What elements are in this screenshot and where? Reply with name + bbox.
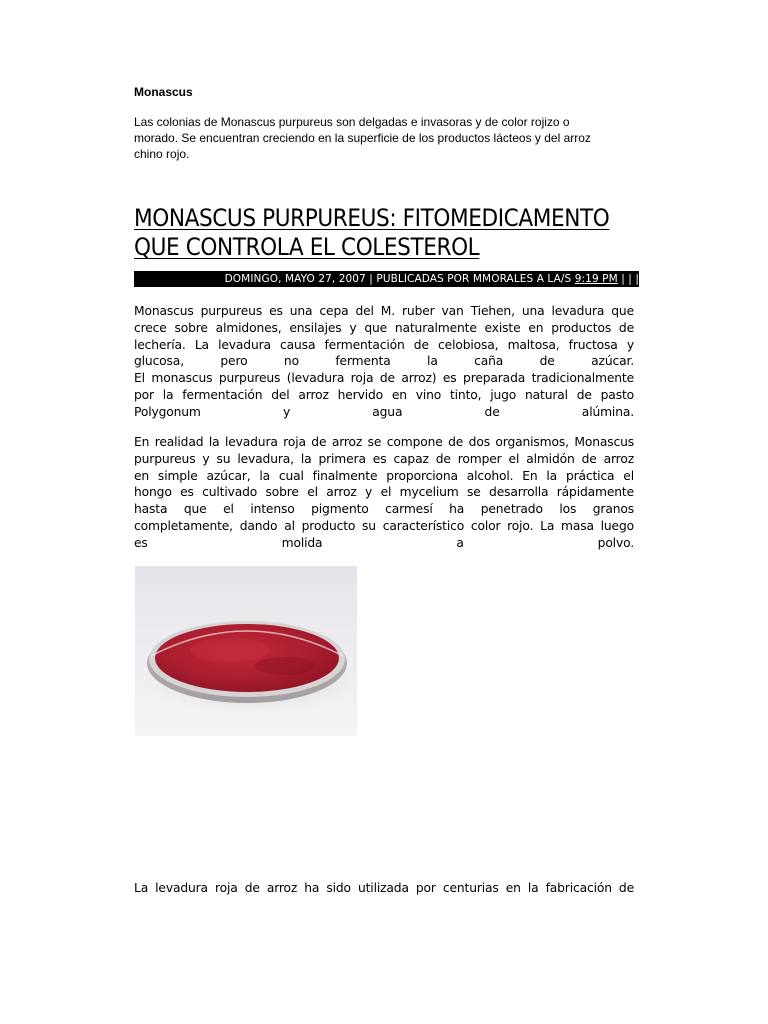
paragraph-line: en simple azúcar, la cual finalmente proporciona alcohol. En la práctica el <box>134 468 634 483</box>
post-title-line: QUE CONTROLA EL COLESTEROL <box>134 233 480 261</box>
intro-line: morado. Se encuentran creciendo en la superficie de los productos lácteos y del arroz <box>134 131 591 145</box>
paragraph-line: glucosa, pero no fermenta la caña de azúcar. <box>134 354 634 369</box>
body-paragraph-2 <box>134 434 634 552</box>
paragraph-line: El monascus purpureus (levadura roja de arroz) es preparada tradicionalmente <box>134 371 634 386</box>
intro-line: Las colonias de Monascus purpureus son delgadas e invasoras y de color rojizo o <box>134 115 570 129</box>
paragraph-line: lechería. La levadura causa fermentación de celobiosa, maltosa, fructosa y <box>134 337 634 352</box>
paragraph-line: hasta que el intenso pigmento carmesí ha penetrado los granos <box>134 502 634 517</box>
paragraph-line: purpureus y su levadura, la primera es capaz de romper el almidón de arroz <box>134 451 634 466</box>
paragraph-line: Monascus purpureus es una cepa del M. ruber van Tiehen, una levadura que <box>134 304 634 318</box>
intro-paragraph <box>134 114 634 162</box>
paragraph-line: En realidad la levadura roja de arroz se compone de dos organismos, Monascus <box>134 435 634 449</box>
body-paragraph-3 <box>134 880 634 897</box>
paragraph-line: hongo es cultivado sobre el arroz y el mycelium se desarrolla rápidamente <box>134 485 634 500</box>
red-yeast-rice-dish-icon <box>135 566 357 736</box>
intro-line: chino rojo. <box>134 147 190 161</box>
paragraph-line: por la fermentación del arroz hervido en vino tinto, jugo natural de pasto <box>134 387 634 402</box>
paragraph-line: es molida a polvo. <box>134 535 634 550</box>
paragraph-line: Polygonum y agua de alúmina. <box>134 404 634 419</box>
body-paragraph-1 <box>134 303 634 421</box>
post-meta-text: DOMINGO, MAYO 27, 2007 | PUBLICADAS POR MMORALES A LA/S <box>224 273 575 285</box>
paragraph-line: La levadura roja de arroz ha sido utilizada por centurias en la fabricación de <box>134 881 634 895</box>
post-time-link[interactable]: 9:19 PM <box>574 273 618 285</box>
paragraph-line: completamente, dando al producto su característico color rojo. La masa luego <box>134 518 634 533</box>
red-yeast-rice-photo <box>135 566 357 736</box>
post-title <box>134 204 624 262</box>
post-meta-separators: | | | <box>617 273 639 285</box>
section-title: Monascus <box>134 85 193 99</box>
post-title-line: MONASCUS PURPUREUS: FITOMEDICAMENTO <box>134 204 610 232</box>
post-meta-bar <box>134 271 639 287</box>
paragraph-line: crece sobre almidones, ensilajes y que naturalmente existe en productos de <box>134 320 634 335</box>
